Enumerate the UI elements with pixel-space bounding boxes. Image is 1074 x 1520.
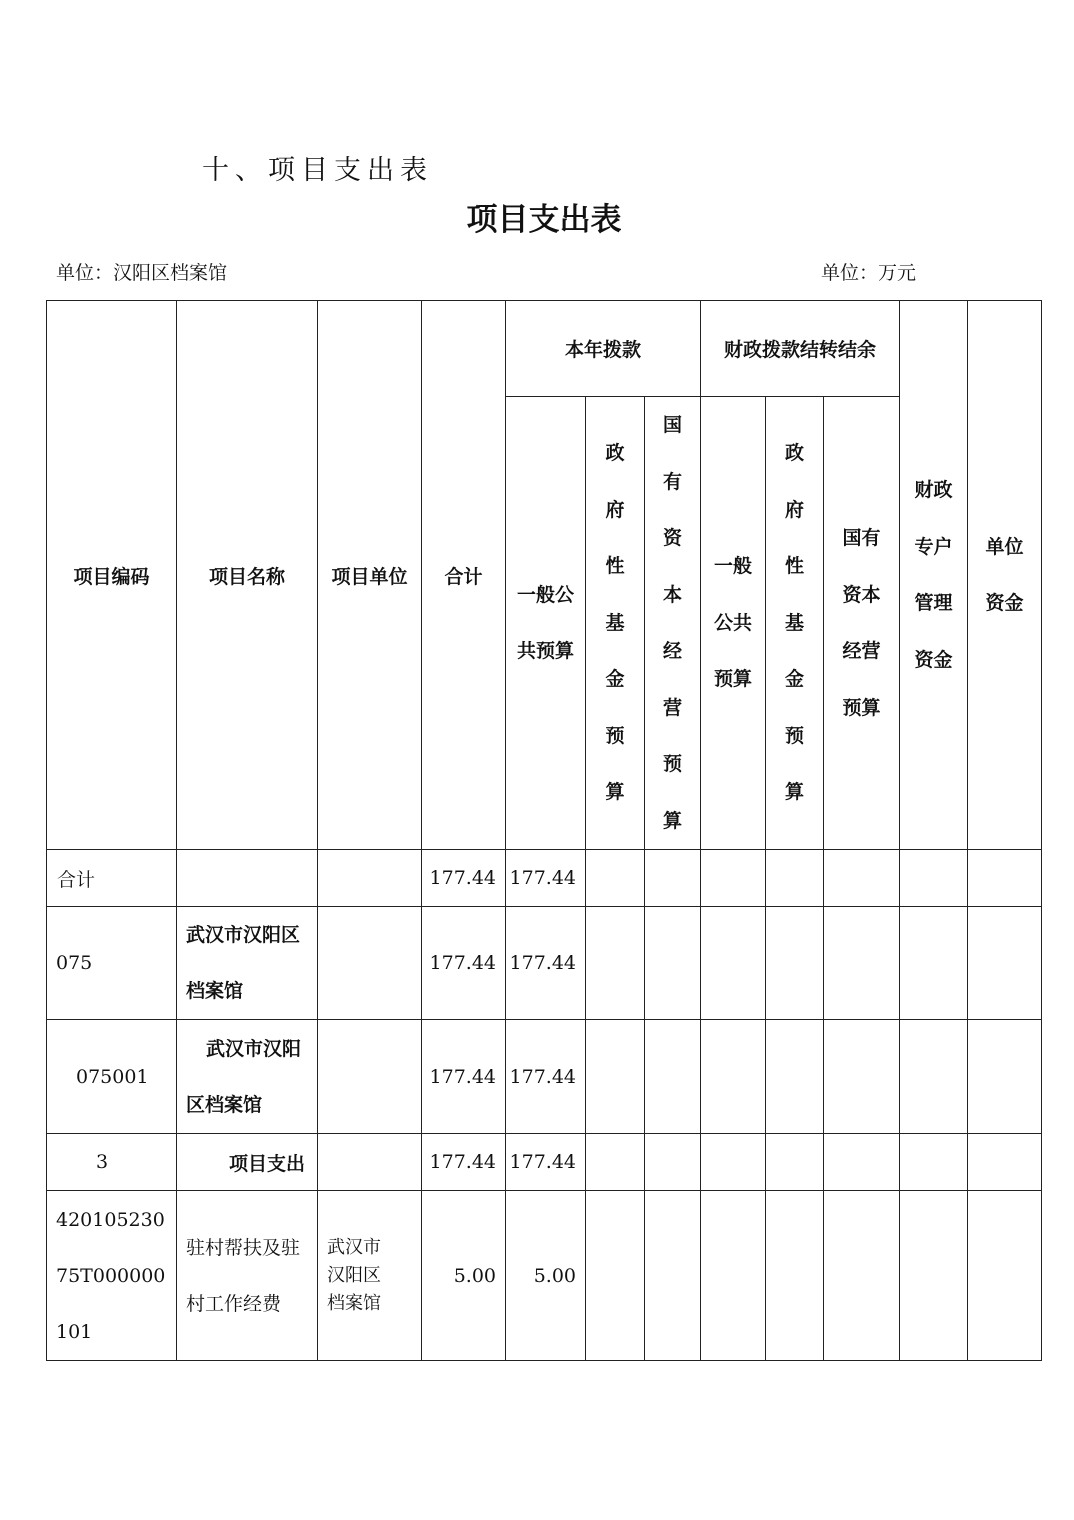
- cell-code: 3: [47, 1134, 177, 1191]
- header-state-capital-budget: 国有资本经营预算: [645, 397, 701, 850]
- table-row: [47, 850, 1042, 907]
- header-special-account-funds: 财政专户管理资金: [900, 301, 968, 850]
- cell-name: 武汉市汉阳区档案馆: [177, 907, 318, 1020]
- cell-code: 075: [47, 907, 177, 1020]
- cell-general-budget: 5.00: [506, 1191, 586, 1361]
- cell-total: 177.44: [422, 1134, 506, 1191]
- page-title: 项目支出表: [466, 202, 622, 238]
- cell-total: 5.00: [422, 1191, 506, 1361]
- header-carryover-state-capital-budget: 国有资本经营预算: [824, 397, 900, 850]
- cell-total: 177.44: [422, 1020, 506, 1134]
- cell-general-budget: 177.44: [506, 850, 586, 907]
- cell-total: 177.44: [422, 850, 506, 907]
- cell-unit: [318, 1020, 422, 1134]
- cell-name: 项目支出: [177, 1134, 318, 1191]
- section-heading: 十、项目支出表: [202, 155, 433, 186]
- organization-unit: 单位：汉阳区档案馆: [56, 262, 228, 284]
- table-row: [47, 1191, 1042, 1361]
- header-current-year-appropriation: 本年拨款: [506, 301, 701, 397]
- cell-total: 177.44: [422, 907, 506, 1020]
- header-project-code: 项目编码: [47, 301, 177, 850]
- cell-general-budget: 177.44: [506, 1134, 586, 1191]
- cell-unit: [318, 850, 422, 907]
- header-carryover-general-budget: 一般公共预算: [701, 397, 766, 850]
- cell-unit: [318, 1134, 422, 1191]
- cell-code: 合计: [47, 850, 177, 907]
- header-unit-funds: 单位资金: [968, 301, 1042, 850]
- header-general-budget: 一般公共预算: [506, 397, 586, 850]
- header-carryover-gov-fund-budget: 政府性基金预算: [766, 397, 824, 850]
- cell-unit: [318, 907, 422, 1020]
- table-row: [47, 1134, 1042, 1191]
- header-total: 合计: [422, 301, 506, 850]
- header-project-name: 项目名称: [177, 301, 318, 850]
- cell-code: 075001: [47, 1020, 177, 1134]
- cell-code: 42010523075T000000101: [47, 1191, 177, 1361]
- header-carryover-balance: 财政拨款结转结余: [701, 301, 900, 397]
- cell-name: [177, 850, 318, 907]
- cell-name: 武汉市汉阳区档案馆: [177, 1020, 318, 1134]
- table-row: [47, 907, 1042, 1020]
- cell-name: 驻村帮扶及驻村工作经费: [177, 1191, 318, 1361]
- table-row: [47, 1020, 1042, 1134]
- currency-unit: 单位：万元: [821, 262, 917, 284]
- cell-general-budget: 177.44: [506, 907, 586, 1020]
- header-gov-fund-budget: 政府性基金预算: [586, 397, 645, 850]
- project-expenditure-table: [46, 300, 1042, 1361]
- cell-unit: 武汉市汉阳区档案馆: [318, 1191, 422, 1361]
- cell-general-budget: 177.44: [506, 1020, 586, 1134]
- header-project-unit: 项目单位: [318, 301, 422, 850]
